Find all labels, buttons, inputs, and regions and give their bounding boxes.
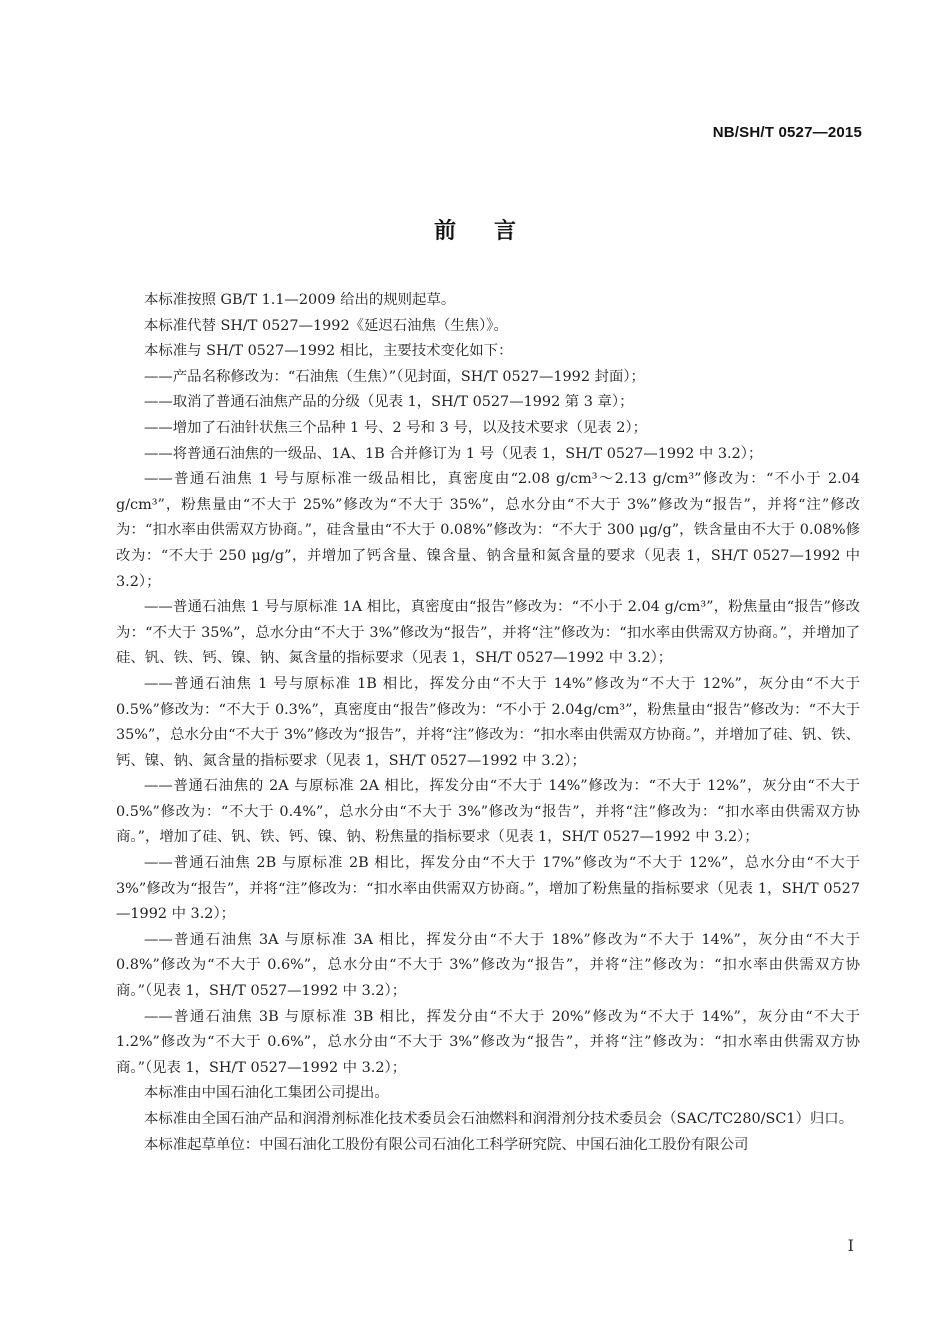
page-title: 前言	[433, 218, 554, 244]
paragraph: 本标准由全国石油产品和润滑剂标准化技术委员会石油燃料和润滑剂分技术委员会（SAC/TC280/SC1）归口。	[144, 1111, 854, 1127]
paragraph: 本标准起草单位：中国石油化工股份有限公司石油化工科学研究院、中国石油化工股份有限公司	[144, 1136, 749, 1153]
change-item: ——普通石油焦 1 号与原标准 1B 相比，挥发分由“不大于 14%”修改为“不大于 12%”，灰分由“不大于 0.5%”修改为：“不大于 0.3%”，真密度由“报告”修改为：“不小于 2.04g/cm³”，粉焦量由“报告”修改为：“不大于 35%”，总水分由“不大于 3%”修改为“报告”，并将“注”修改为：“扣水率由供需双方协商。”，并增加了硅、钒、铁、钙、镍、钠、氮含量的指标要求（见表 1，SH/T 0527—1992 中 3.2）；	[116, 675, 860, 769]
change-item: ——普通石油焦 1 号与原标准 1A 相比，真密度由“报告”修改为：“不小于 2.04 g/cm³”，粉焦量由“报告”修改为：“不大于 35%”，总水分由“不大于 3%”修改为“报告”，并将“注”修改为：“扣水率由供需双方协商。”，并增加了硅、钒、铁、钙、镍、钠、氮含量的指标要求（见表 1，SH/T 0527—1992 中 3.2）；	[116, 599, 860, 667]
change-item: ——产品名称修改为：“石油焦（生焦）”（见封面，SH/T 0527—1992 封面）；	[144, 368, 645, 385]
change-item: ——普通石油焦 3B 与原标准 3B 相比，挥发分由“不大于 20%”修改为“不大于 14%”，灰分由“不大于 1.2%”修改为“不大于 0.6%”，总水分由“不大于 3%”修改为“报告”，并将“注”修改为：“扣水率由供需双方协商。”（见表 1，SH/T 0527—1992 中 3.2）；	[116, 1008, 860, 1076]
paragraph: 本标准与 SH/T 0527—1992 相比，主要技术变化如下：	[144, 343, 513, 360]
change-item: ——普通石油焦 3A 与原标准 3A 相比，挥发分由“不大于 18%”修改为“不大于 14%”，灰分由“不大于 0.8%”修改为“不大于 0.6%”，总水分由“不大于 3%”修改为“报告”，并将“注”修改为：“扣水率由供需双方协商。”（见表 1，SH/T 0527—1992 中 3.2）；	[116, 931, 860, 1000]
change-item: ——普通石油焦 2B 与原标准 2B 相比，挥发分由“不大于 17%”修改为“不大于 12%”，总水分由“不大于 3%”修改为“报告”，并将“注”修改为：“扣水率由供需双方协商。”，增加了粉焦量的指标要求（见表 1，SH/T 0527—1992 中 3.2）；	[116, 855, 860, 923]
paragraph: 本标准按照 GB/T 1.1—2009 给出的规则起草。	[144, 292, 456, 308]
page-number: I	[847, 1236, 854, 1255]
paragraph: 本标准代替 SH/T 0527—1992《延迟石油焦（生焦）》。	[144, 317, 508, 334]
change-item: ——普通石油焦 1 号与原标准一级品相比，真密度由“2.08 g/cm³～2.13 g/cm³”修改为：“不小于 2.04 g/cm³”，粉焦量由“不大于 25%”修改为“不大于 35%”，总水分由“不大于 3%”修改为“报告”，并将“注”修改为：“扣水率由供需双方协商。”，硅含量由“不大于 0.08%”修改为：“不大于 300 μg/g”，铁含量由不大于 0.08%修改为：“不大于 250 μg/g”，并增加了钙含量、镍含量、钠含量和氮含量的要求（见表 1，SH/T 0527—1992 中 3.2）；	[116, 471, 860, 590]
change-item: ——将普通石油焦的一级品、1A、1B 合并修订为 1 号（见表 1，SH/T 0527—1992 中 3.2）；	[144, 445, 763, 462]
change-item: ——取消了普通石油焦产品的分级（见表 1，SH/T 0527—1992 第 3 章）；	[144, 394, 634, 411]
standard-number: NB/SH/T 0527—2015	[712, 124, 862, 141]
paragraph: 本标准由中国石油化工集团公司提出。	[144, 1085, 389, 1102]
foreword-body	[116, 288, 860, 1158]
change-item: ——增加了石油针状焦三个品种 1 号、2 号和 3 号，以及技术要求（见表 2）；	[144, 419, 647, 436]
change-item: ——普通石油焦的 2A 与原标准 2A 相比，挥发分由“不大于 14%”修改为：“不大于 12%”，灰分由“不大于 0.5%”修改为：“不大于 0.4%”，总水分由“不大于 3%”修改为“报告”，并将“注”修改为：“扣水率由供需双方协商。”，增加了硅、钒、铁、钙、镍、钠、粉焦量的指标要求（见表 1，SH/T 0527—1992 中 3.2）；	[116, 778, 860, 846]
